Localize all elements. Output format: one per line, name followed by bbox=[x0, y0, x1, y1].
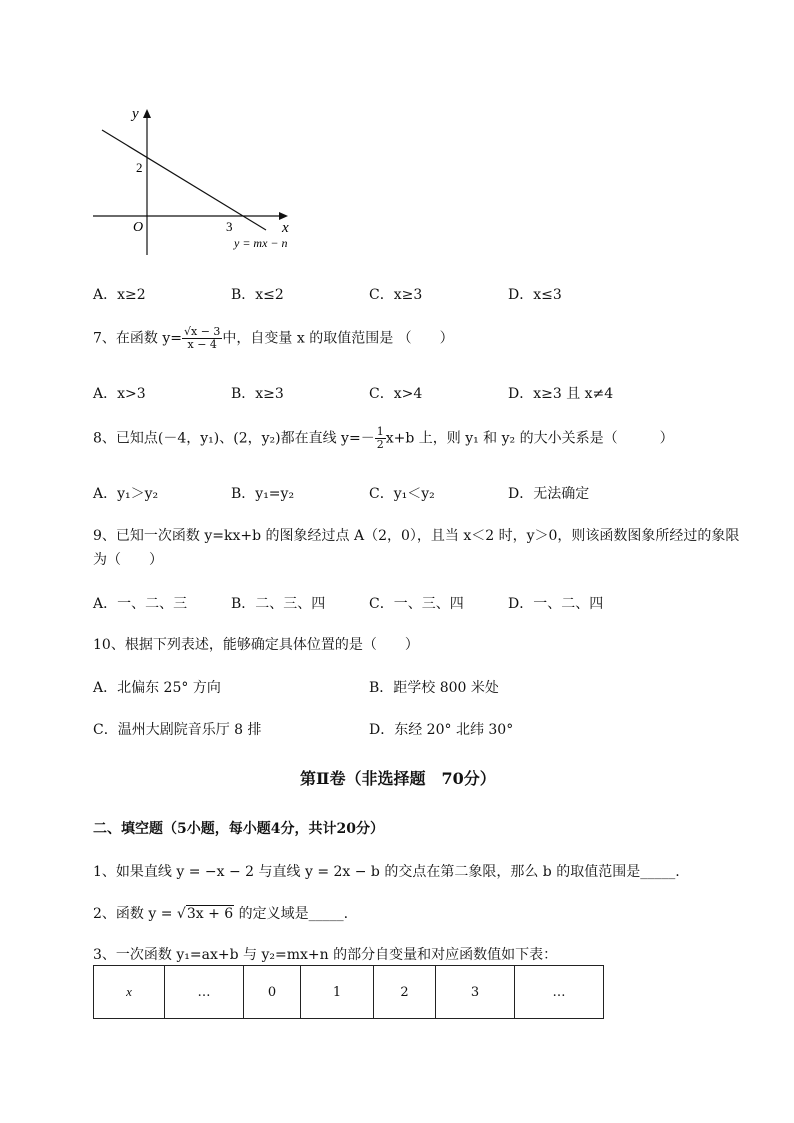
y-axis-arrow bbox=[143, 109, 151, 118]
q10-option-c[interactable]: C．温州大剧院音乐厅 8 排 bbox=[93, 722, 262, 738]
q8-option-a[interactable]: A．y₁＞y₂ bbox=[93, 486, 159, 502]
fill-question-3: 3、一次函数 y₁=ax+b 与 y₂=mx+n 的部分自变量和对应函数值如下表： bbox=[93, 947, 558, 963]
fill2-suffix: 的定义域是_____. bbox=[234, 906, 349, 922]
q8-frac-den: 2 bbox=[376, 438, 384, 451]
value-table bbox=[93, 965, 604, 1019]
q8-prefix: 8、已知点(－4，y₁)、(2，y₂)都在直线 y=－ bbox=[93, 430, 375, 447]
table-cell: 0 bbox=[244, 966, 301, 1019]
q7-suffix: 中，自变量 x 的取值范围是 （ ） bbox=[222, 330, 454, 347]
question-9-line1: 9、已知一次函数 y=kx+b 的图象经过点 A（2，0），且当 x＜2 时，y＞0，则该函数图象所经过的象限 bbox=[93, 528, 740, 544]
table-cell: … bbox=[515, 966, 604, 1019]
table-cell: 3 bbox=[436, 966, 515, 1019]
y-intercept-label: 2 bbox=[136, 160, 143, 175]
q8-frac-num: 1 bbox=[376, 425, 384, 438]
q9-option-b[interactable]: B．二、三、四 bbox=[231, 596, 326, 612]
x-axis-arrow bbox=[279, 212, 288, 220]
q7-option-b[interactable]: B．x≥3 bbox=[231, 386, 284, 402]
question-7 bbox=[93, 326, 454, 351]
q8-option-b[interactable]: B．y₁=y₂ bbox=[231, 486, 295, 502]
section-2-title: 第Ⅱ卷（非选择题 70分） bbox=[300, 769, 496, 788]
q6-option-c[interactable]: C．x≥3 bbox=[369, 287, 423, 303]
q9-option-c[interactable]: C．一、三、四 bbox=[369, 596, 464, 612]
fill-question-1: 1、如果直线 y = −x − 2 与直线 y = 2x − b 的交点在第二象限，那么 b 的取值范围是_____. bbox=[93, 864, 680, 880]
q7-option-d[interactable]: D．x≥3 且 x≠4 bbox=[508, 386, 614, 402]
origin-label: O bbox=[133, 220, 144, 235]
fill2-prefix: 2、函数 y = bbox=[93, 906, 177, 922]
q6-option-a[interactable]: A．x≥2 bbox=[93, 287, 146, 303]
x-intercept-label: 3 bbox=[226, 219, 233, 234]
q6-option-b[interactable]: B．x≤2 bbox=[231, 287, 284, 303]
q8-fraction bbox=[375, 426, 386, 451]
table-row bbox=[94, 966, 604, 1019]
q8-option-c[interactable]: C．y₁＜y₂ bbox=[369, 486, 435, 502]
line-equation-label: y = mx − n bbox=[234, 236, 288, 250]
y-axis-label: y bbox=[132, 106, 139, 122]
q10-option-d[interactable]: D．东经 20° 北纬 30° bbox=[369, 722, 514, 738]
q7-fraction bbox=[182, 326, 222, 351]
q8-option-d[interactable]: D．无法确定 bbox=[508, 486, 590, 502]
q6-option-d[interactable]: D．x≤3 bbox=[508, 287, 562, 303]
table-cell-x: x bbox=[94, 966, 165, 1019]
graph-line bbox=[102, 130, 266, 230]
question-9-line2: 为（ ） bbox=[93, 552, 163, 568]
linear-function-graph bbox=[88, 100, 308, 260]
table-cell: … bbox=[165, 966, 244, 1019]
x-axis-label: x bbox=[282, 220, 289, 236]
question-8 bbox=[93, 426, 674, 451]
q10-option-b[interactable]: B．距学校 800 米处 bbox=[369, 680, 499, 696]
q10-option-a[interactable]: A．北偏东 25° 方向 bbox=[93, 680, 221, 696]
fill-question-2: 2、函数 y = √3x + 6 的定义域是_____. bbox=[93, 906, 349, 922]
question-10: 10、根据下列表述，能够确定具体位置的是（ ） bbox=[93, 637, 419, 653]
q7-frac-den: x − 4 bbox=[187, 338, 217, 351]
q7-prefix: 7、在函数 y= bbox=[93, 330, 182, 347]
fill2-radicand: 3x + 6 bbox=[186, 906, 234, 922]
q7-option-c[interactable]: C．x>4 bbox=[369, 386, 423, 402]
fill-in-part-title: 二、填空题（5小题，每小题4分，共计20分） bbox=[93, 821, 384, 837]
q9-option-d[interactable]: D．一、二、四 bbox=[508, 596, 604, 612]
q8-suffix: x+b 上，则 y₁ 和 y₂ 的大小关系是（ ） bbox=[385, 430, 674, 447]
q7-option-a[interactable]: A．x>3 bbox=[93, 386, 146, 402]
table-cell: 2 bbox=[374, 966, 436, 1019]
table-cell: 1 bbox=[301, 966, 374, 1019]
q9-option-a[interactable]: A．一、二、三 bbox=[93, 596, 188, 612]
q7-frac-num: √x − 3 bbox=[184, 325, 221, 338]
